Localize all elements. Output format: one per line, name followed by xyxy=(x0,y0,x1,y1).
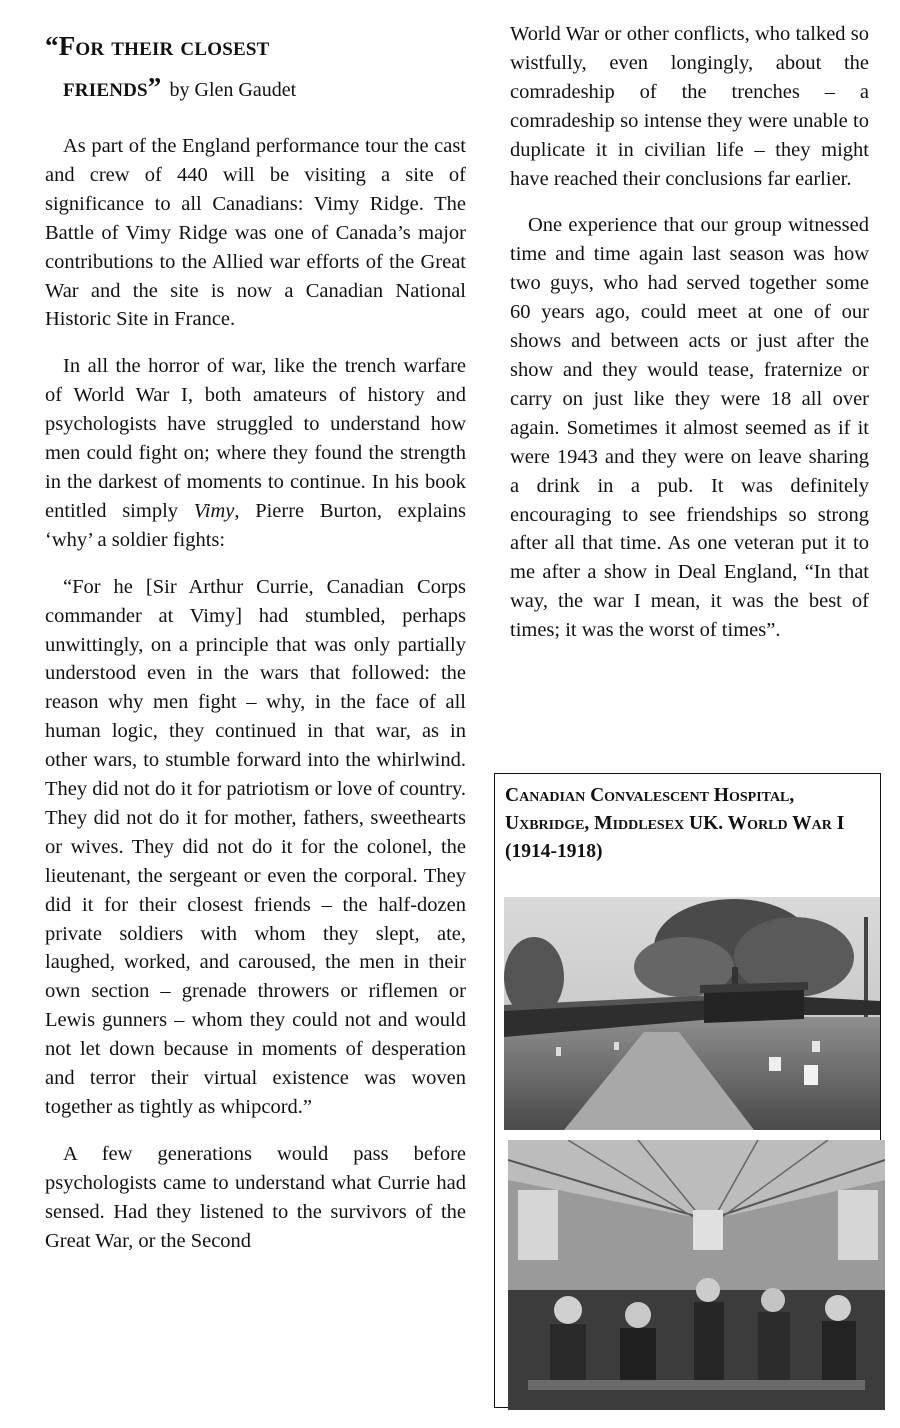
left-column xyxy=(45,0,466,1256)
title-line-2-text: friends” xyxy=(63,72,162,102)
paragraph-veterans-experience: One experience that our group witnessed time and time again last season was how two guys, who had served together some 60 years ago, could meet at one of our shows and between acts or just after the show and they would tease, fraternize or carry on just like they were 18 all over again. Sometimes it almost seemed as if it were 1943 and they were on leave sharing a drink in a pub. It was definitely encouraging to see friendships so strong after all that time. As one veteran put it to me after a show in Deal England, “In that way, the war I mean, it was the best of times; it was the worst of times”. xyxy=(510,214,869,642)
paragraph-comradeship: World War or other conflicts, who talked so wistfully, even longingly, about the comradeship of the trenches – a comradeship so intense they were unable to duplicate it in civilian life – they might have reached their conclusions far earlier. xyxy=(510,23,869,190)
title-line-2 xyxy=(45,67,466,111)
book-title-vimy: Vimy xyxy=(193,499,235,522)
right-column xyxy=(510,0,869,645)
paragraph-currie-quote: “For he [Sir Arthur Currie, Canadian Corps commander at Vimy] had stumbled, perhaps unwittingly, on a principle that was only partially understood even in the wars that followed: the reason why men fight – why, in the face of all human logic, they continued in that war, as in other wars, to stumble forward into the whirlwind. They did not do it for patriotism or love of country. They did not do it for mother, fathers, sweethearts or wives. They did not do it for the colonel, the lieutenant, the sergeant or even the corporal. They did it for their closest friends – the half-dozen private soldiers with whom they slept, ate, laughed, worked, and caroused, the men in their own section – grenade throwers or riflemen or Lewis gunners – whom they could not and would not let down because in moments of desperation and terror their virtual existence was woven together as tightly as whipcord.” xyxy=(45,575,466,1118)
paragraph-horror-of-war xyxy=(45,352,466,554)
photo-hospital-ward-icon xyxy=(508,1140,885,1410)
byline: by Glen Gaudet xyxy=(169,79,297,101)
title-line-1: “For their closest xyxy=(45,31,270,61)
photo-hospital-exterior xyxy=(504,897,880,1130)
paragraph-horror-of-war-start: In all the horror of war, like the trench warfare of World War I, both amateurs of history and psychologists have struggled to understand how men could fight on; where they found the strength in the darkest of moments to continue. In his book entitled simply xyxy=(45,355,466,522)
paragraph-vimy-tour: As part of the England performance tour the cast and crew of 440 will be visiting a site of significance to all Canadians: Vimy Ridge. The Battle of Vimy Ridge was one of Canada’s major contributions to the Allied war efforts of the Great War and the site is now a Canadian National Historic Site in France. xyxy=(45,135,466,331)
photo-caption: Canadian Convalescent Hospital, Uxbridge, Middlesex UK. World War I (1914-1918) xyxy=(505,785,845,862)
paragraph-psychologists: A few generations would pass before psychologists came to understand what Currie had sensed. Had they listened to the survivors of the Great War, or the Second xyxy=(45,1142,466,1252)
article-title xyxy=(45,26,466,111)
paragraph-horror-of-war-end: , Pierre Burton, explains ‘why’ a soldier fights: xyxy=(45,499,466,551)
photo-hospital-huts-icon xyxy=(504,897,880,1130)
photo-hospital-interior xyxy=(508,1140,885,1410)
